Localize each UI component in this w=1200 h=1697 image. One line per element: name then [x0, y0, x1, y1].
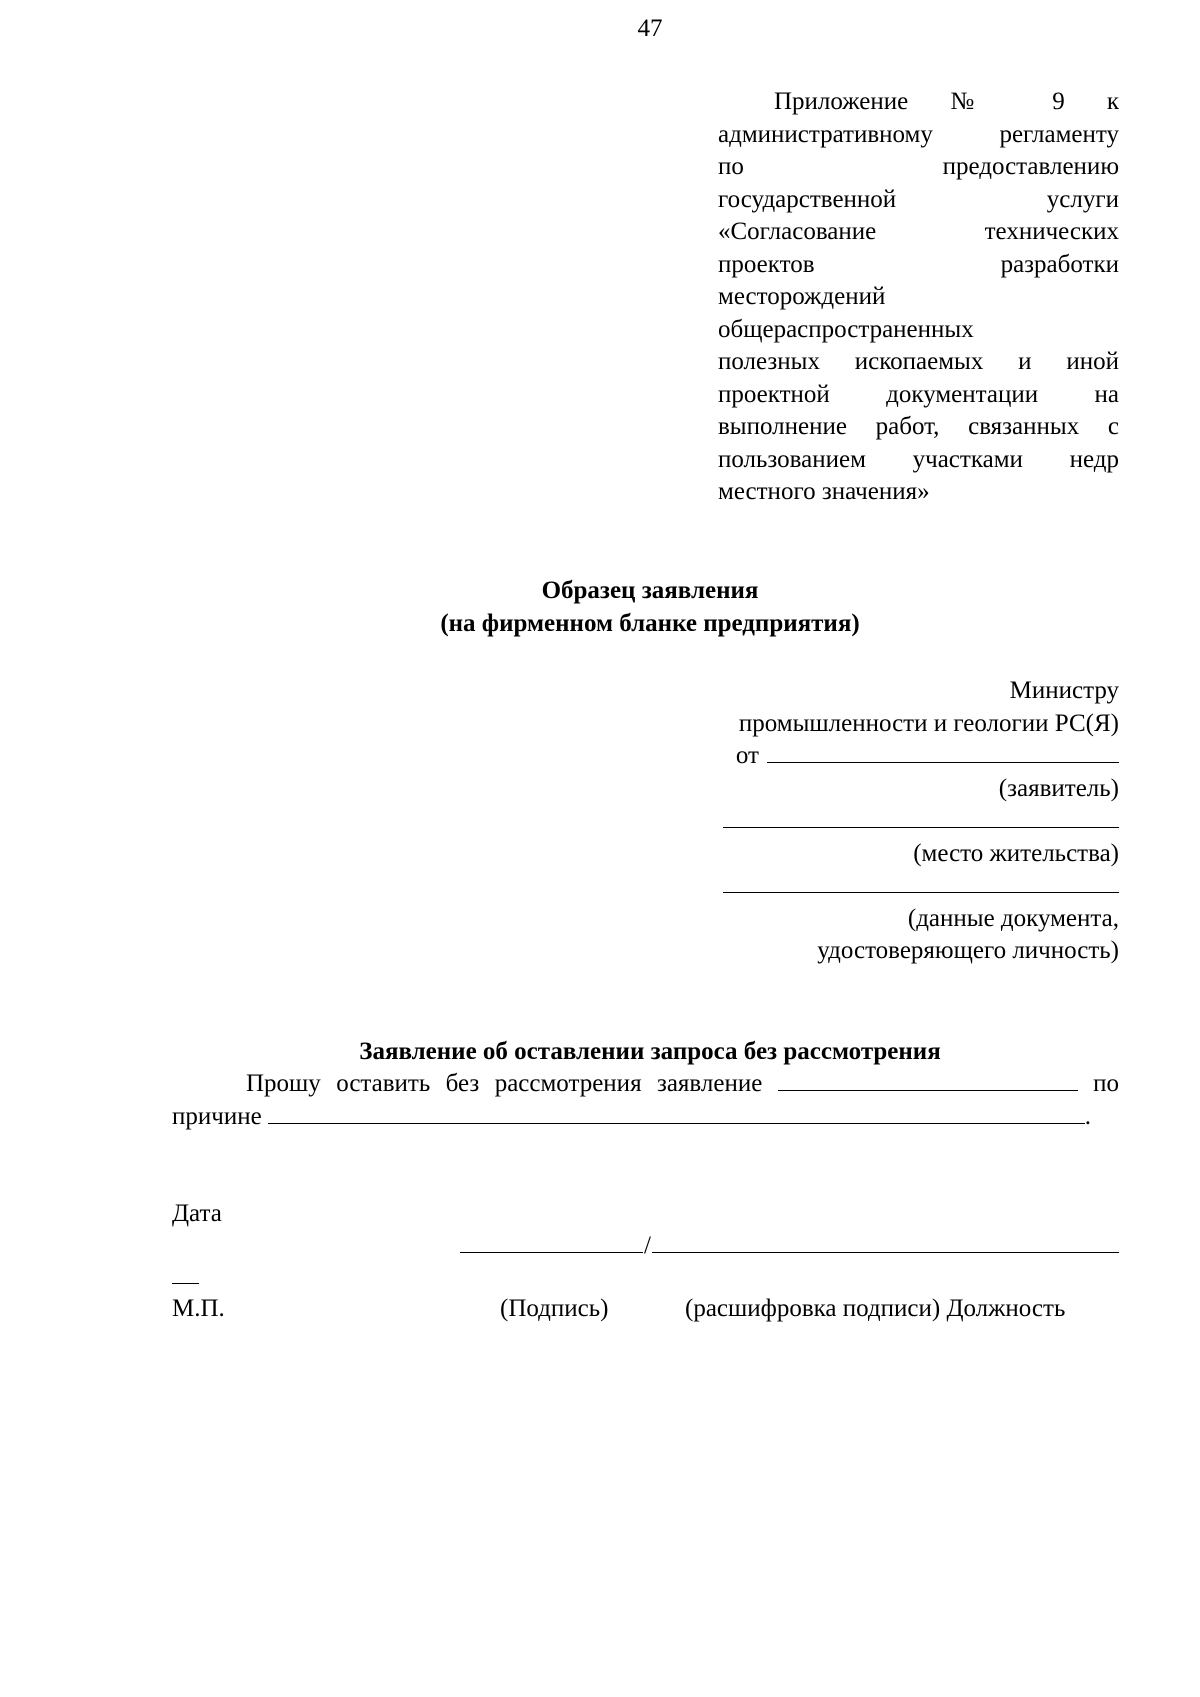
id-document-caption-line2: удостоверяющего личность) — [817, 937, 1119, 964]
sample-title-line2: (на фирменном бланке предприятия) — [440, 609, 860, 637]
request-row — [172, 1068, 1119, 1101]
signature-decode-field[interactable] — [652, 1230, 1119, 1253]
signature-lines — [460, 1230, 1119, 1263]
residence-field[interactable] — [723, 805, 1119, 828]
date-label: Дата — [172, 1200, 222, 1227]
signature-decode-caption: (расшифровка подписи) Должность — [685, 1295, 1066, 1322]
signature-separator: / — [644, 1232, 651, 1259]
sample-title-line1: Образец заявления — [541, 577, 759, 604]
addressee-block — [660, 675, 1119, 968]
from-label: от — [735, 742, 759, 769]
reason-end: . — [1084, 1102, 1091, 1130]
request-paragraph — [172, 1068, 1119, 1133]
id-document-row — [660, 870, 1119, 903]
addressee-line2: промышленности и геологии РС(Я) — [738, 709, 1119, 737]
appendix-line: пользованием участками недр — [718, 445, 1119, 473]
appendix-line: проектной документации на — [718, 380, 1119, 408]
applicant-field[interactable] — [767, 740, 1119, 763]
appendix-line: по предоставлению — [718, 153, 1119, 180]
request-suffix: по — [1093, 1070, 1119, 1097]
applicant-caption: (заявитель) — [998, 774, 1119, 802]
appendix-line: общераспространенных — [718, 315, 974, 343]
signature-field[interactable] — [460, 1230, 643, 1253]
addressee-line1: Министру — [1009, 677, 1119, 704]
appendix-line: Приложение № 9 к — [774, 88, 1119, 115]
appendix-line: выполнение работ, связанных с — [718, 413, 1119, 440]
appendix-line: месторождений — [718, 283, 886, 310]
appendix-line: административному регламенту — [718, 120, 1119, 148]
residence-caption: (место жительства) — [913, 839, 1119, 867]
appendix-line: местного значения» — [718, 478, 930, 505]
id-document-caption-line1: (данные документа, — [907, 904, 1119, 932]
appendix-line: полезных ископаемых и иной — [718, 348, 1119, 375]
appendix-line: проектов разработки — [718, 250, 1119, 278]
residence-row — [660, 805, 1119, 838]
stamp-label: М.П. — [172, 1295, 225, 1322]
reason-row — [172, 1101, 1119, 1134]
sample-title — [0, 575, 1200, 640]
date-field[interactable] — [172, 1283, 199, 1284]
appendix-line: «Согласование технических — [718, 218, 1119, 245]
signature-caption: (Подпись) — [500, 1295, 609, 1322]
from-row — [660, 740, 1119, 773]
request-text: Прошу оставить без рассмотрения заявление — [246, 1070, 763, 1097]
reason-field[interactable] — [268, 1101, 1085, 1124]
id-document-field[interactable] — [723, 870, 1119, 893]
application-field[interactable] — [778, 1068, 1078, 1091]
page-number: 47 — [637, 15, 663, 42]
appendix-header — [718, 86, 1119, 509]
statement-title: Заявление об оставлении запроса без рассмотрения — [359, 1038, 941, 1065]
reason-label: причине — [172, 1102, 262, 1130]
appendix-line: государственной услуги — [718, 185, 1119, 213]
